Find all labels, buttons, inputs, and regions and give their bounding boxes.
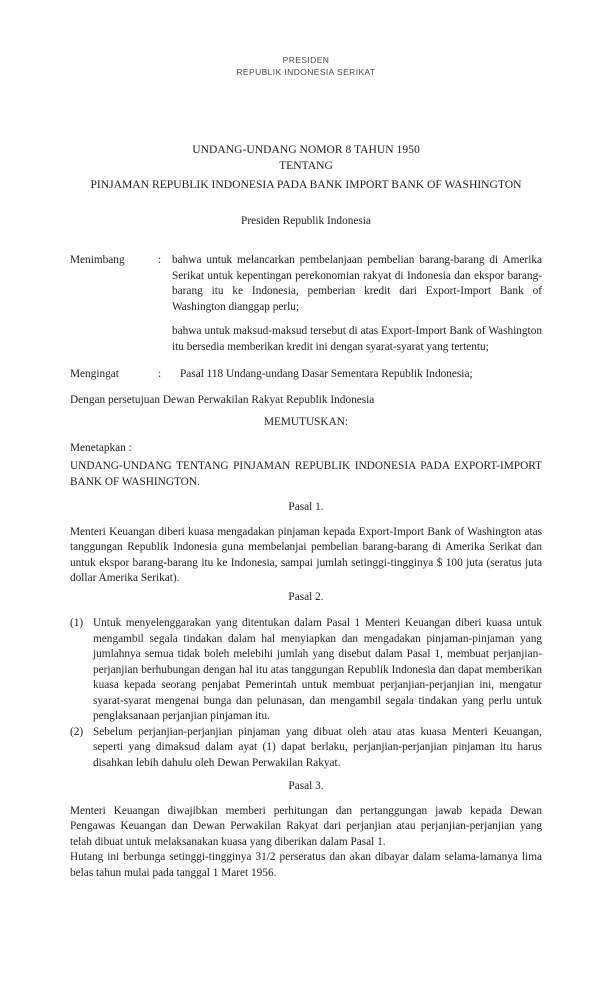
article-2-items [70, 616, 542, 771]
article-2-item-1-number: (1) [70, 617, 84, 629]
law-title-subject: PINJAMAN REPUBLIK INDONESIA PADA BANK IMPORT BANK OF WASHINGTON [90, 178, 522, 191]
article-2-item-2-number: (2) [70, 725, 84, 738]
article-3-paragraph-1: Menteri Keuangan diwajibkan memberi perhitungan dan pertanggungan jawab kepada Dewan Pengawas Keuangan dan Dewan Perwakilan Rakyat dari perjanjian atau perjanjian-perjanjian yang telah dibuat untuk melaksanakan kuasa yang diberikan dalam Pasal 1. [70, 804, 542, 848]
article-1-paragraph: Menteri Keuangan diberi kuasa mengadakan pinjaman kepada Export-Import Bank of Washington atas tanggungan Republik Indonesia guna membelanjai pembelian barang-barang di Amerika Serikat dan untuk ekspor barang-barang itu ke Indonesia, sampai jumlah setinggi-tingginya $ 100 juta (seratus juta dollar Amerika Serikat). [70, 525, 542, 584]
consideration-item: bahwa untuk maksud-maksud tersebut di atas Export-Import Bank of Washington itu bersedia memberikan kredit ini dengan syarat-syarat yang tertentu; [172, 325, 542, 353]
considerations-colon: : [158, 254, 162, 266]
consideration-item: bahwa untuk melancarkan pembelanjaan pembelian barang-barang di Amerika Serikat untuk kepentingan perekonomian rakyat di Indonesia dan ekspor barang-barang itu ke Indonesia, pemberian kredit dari Export-Import Bank of Washington dianggap perlu; [172, 254, 542, 313]
recalling-colon: : [158, 368, 162, 380]
enactment-text: UNDANG-UNDANG TENTANG PINJAMAN REPUBLIK INDONESIA PADA EXPORT-IMPORT BANK OF WASHINGTON. [70, 460, 542, 488]
considerations-label: Menimbang [70, 254, 125, 266]
recalling-section [70, 367, 542, 383]
article-2-item-1 [70, 616, 542, 725]
agreement-line: Dengan persetujuan Dewan Perwakilan Rakyat Republik Indonesia [70, 393, 375, 406]
article-1-heading: Pasal 1. [288, 501, 324, 513]
law-title-tentang: TENTANG [279, 158, 333, 172]
enacting-label: Menetapkan : [70, 441, 132, 454]
president-subtitle: Presiden Republik Indonesia [241, 214, 371, 227]
article-2-item-2 [70, 725, 542, 772]
decision-heading: MEMUTUSKAN: [263, 416, 349, 428]
article-3-paragraph-2: Hutang ini berbunga setinggi-tingginya 31/2 perseratus dan akan dibayar dalam selama-lamanya lima belas tahun mulai pada tanggal 1 Maret 1956. [70, 851, 542, 879]
considerations-row [70, 253, 542, 355]
article-3-heading: Pasal 3. [288, 780, 324, 792]
article-2-heading: Pasal 2. [288, 590, 324, 603]
document-content [0, 142, 612, 881]
recalling-label: Mengingat [70, 368, 119, 380]
recalling-body: Pasal 118 Undang-undang Dasar Sementara Republik Indonesia; [180, 368, 473, 380]
law-title-number: UNDANG-UNDANG NOMOR 8 TAHUN 1950 [192, 143, 420, 156]
letterhead-line-presiden: PRESIDEN [282, 55, 330, 65]
article-2-item-1-text: Untuk menyelenggarakan yang ditentukan dalam Pasal 1 Menteri Keuangan diberi kuasa untuk mengambil segala tindakan dalam hal menyiapkan dan mengadakan pinjaman-pinjaman yang jumlahnya semua tidak boleh melebihi jumlah yang disebut dalam Pasal 1, membuat perjanjian-perjanjian berhubungan dengan hal itu atas tanggungan Republik Indonesia dan dapat memberikan kuasa kepada seorang penjabat Pemerintah untuk membuat perjanjian-perjanjian ini, mengatur syarat-syarat mengenai bunga dan pelunasan, dan mengambil segala tindakan yang perlu untuk penglaksanaan perjanjian pinjaman itu. [93, 617, 542, 722]
article-2-item-2-text: Sebelum perjanjian-perjanjian pinjaman yang dibuat oleh atau atas kuasa Menteri Keuangan, seperti yang dimaksud dalam ayat (1) dapat berlaku, perjanjian-perjanjian pinjaman itu harus disahkan lebih dahulu oleh Dewan Perwakilan Rakyat. [93, 725, 542, 769]
law-title [70, 142, 542, 193]
considerations-body [172, 253, 542, 355]
considerations-section [70, 253, 542, 355]
letterhead [0, 0, 612, 78]
letterhead-line-republik: REPUBLIK INDONESIA SERIKAT [236, 67, 376, 77]
